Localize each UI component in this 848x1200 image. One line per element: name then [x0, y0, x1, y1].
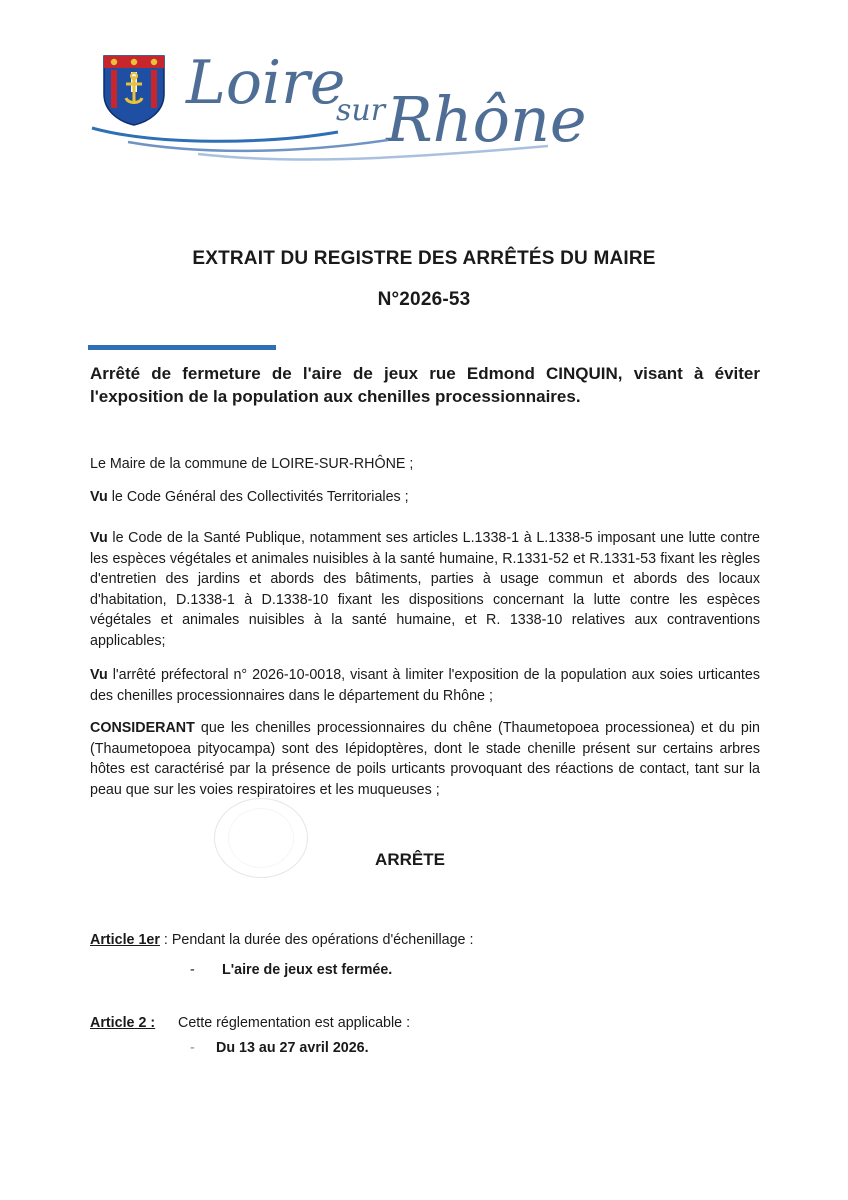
article-2-text: Cette réglementation est applicable : — [178, 1015, 411, 1031]
subject-line-2: l'exposition de la population aux chenilles processionnaires. — [90, 387, 581, 406]
vu-paragraph-3 — [90, 665, 760, 706]
coat-of-arms-icon — [102, 54, 166, 126]
vu-paragraph-2 — [90, 528, 760, 651]
town-logo — [88, 48, 587, 168]
logo-text-rhone: Rhône — [386, 83, 587, 156]
article-1 — [90, 930, 760, 951]
article-2-item: Du 13 au 27 avril 2026. — [216, 1040, 369, 1056]
vu-text: le Code Général des Collectivités Territoriales ; — [107, 489, 409, 505]
article-1-bullet: - — [190, 962, 195, 978]
logo-text-loire: Loire — [186, 48, 346, 118]
document-title: EXTRAIT DU REGISTRE DES ARRÊTÉS DU MAIRE — [192, 248, 656, 269]
arrete-heading: ARRÊTE — [375, 850, 445, 869]
vu-text: le Code de la Santé Publique, notamment ses articles L.1338-1 à L.1338-5 imposant une lutte contre les espèces végétales et animales nuisibles à la santé humaine, R.1331-52 et R.1331-53 fixant les règles d'entretien des jardins et abords des bâtiments, parties à usage commun et abords des locaux d'habitation, D.1338-1 à D.1338-10 fixant les dispositions concernant la lutte contre les espèces végétales et animales nuisibles à la santé humaine, et R. 1338-10 relatives aux contraventions applicables; — [90, 530, 760, 649]
vu-paragraph-1 — [90, 487, 760, 508]
article-1-item: L'aire de jeux est fermée. — [222, 962, 393, 978]
article-2-label: Article 2 : — [90, 1015, 156, 1031]
article-1-label: Article 1er — [90, 932, 160, 948]
vu-label: Vu — [90, 530, 108, 546]
logo-text-sur: sur — [336, 93, 386, 128]
article-1-text: : Pendant la durée des opérations d'échenillage : — [159, 932, 474, 948]
document-subject — [90, 362, 760, 408]
logo-waves — [88, 118, 558, 168]
vu-label: Vu — [90, 667, 108, 683]
article-2-bullet: - — [190, 1040, 195, 1056]
considerant-label: CONSIDERANT — [90, 720, 195, 736]
subject-line-1: Arrêté de fermeture de l'aire de jeux rue Edmond CINQUIN, visant à éviter — [90, 364, 760, 383]
considerant-text: que les chenilles processionnaires du chêne (Thaumetopoea processionea) et du pin (Thaumetopoea pityocampa) sont des Iépidoptères, dont le stade chenille présent sur certains arbres hôtes est caractérisé par la présence de poils urticants provoquant des réactions de contact, tant sur la peau que sur les voies respiratoires et les muqueuses ; — [90, 720, 760, 798]
title-divider — [88, 345, 276, 350]
document-number: N°2026-53 — [377, 289, 471, 310]
considerant-paragraph — [90, 718, 760, 800]
vu-text: l'arrêté préfectoral n° 2026-10-0018, visant à limiter l'exposition de la population aux soies urticantes des chenilles processionnaires dans le département du Rhône ; — [90, 667, 760, 704]
intro-paragraph: Le Maire de la commune de LOIRE-SUR-RHÔNE ; — [90, 456, 414, 472]
vu-label: Vu — [90, 489, 108, 505]
